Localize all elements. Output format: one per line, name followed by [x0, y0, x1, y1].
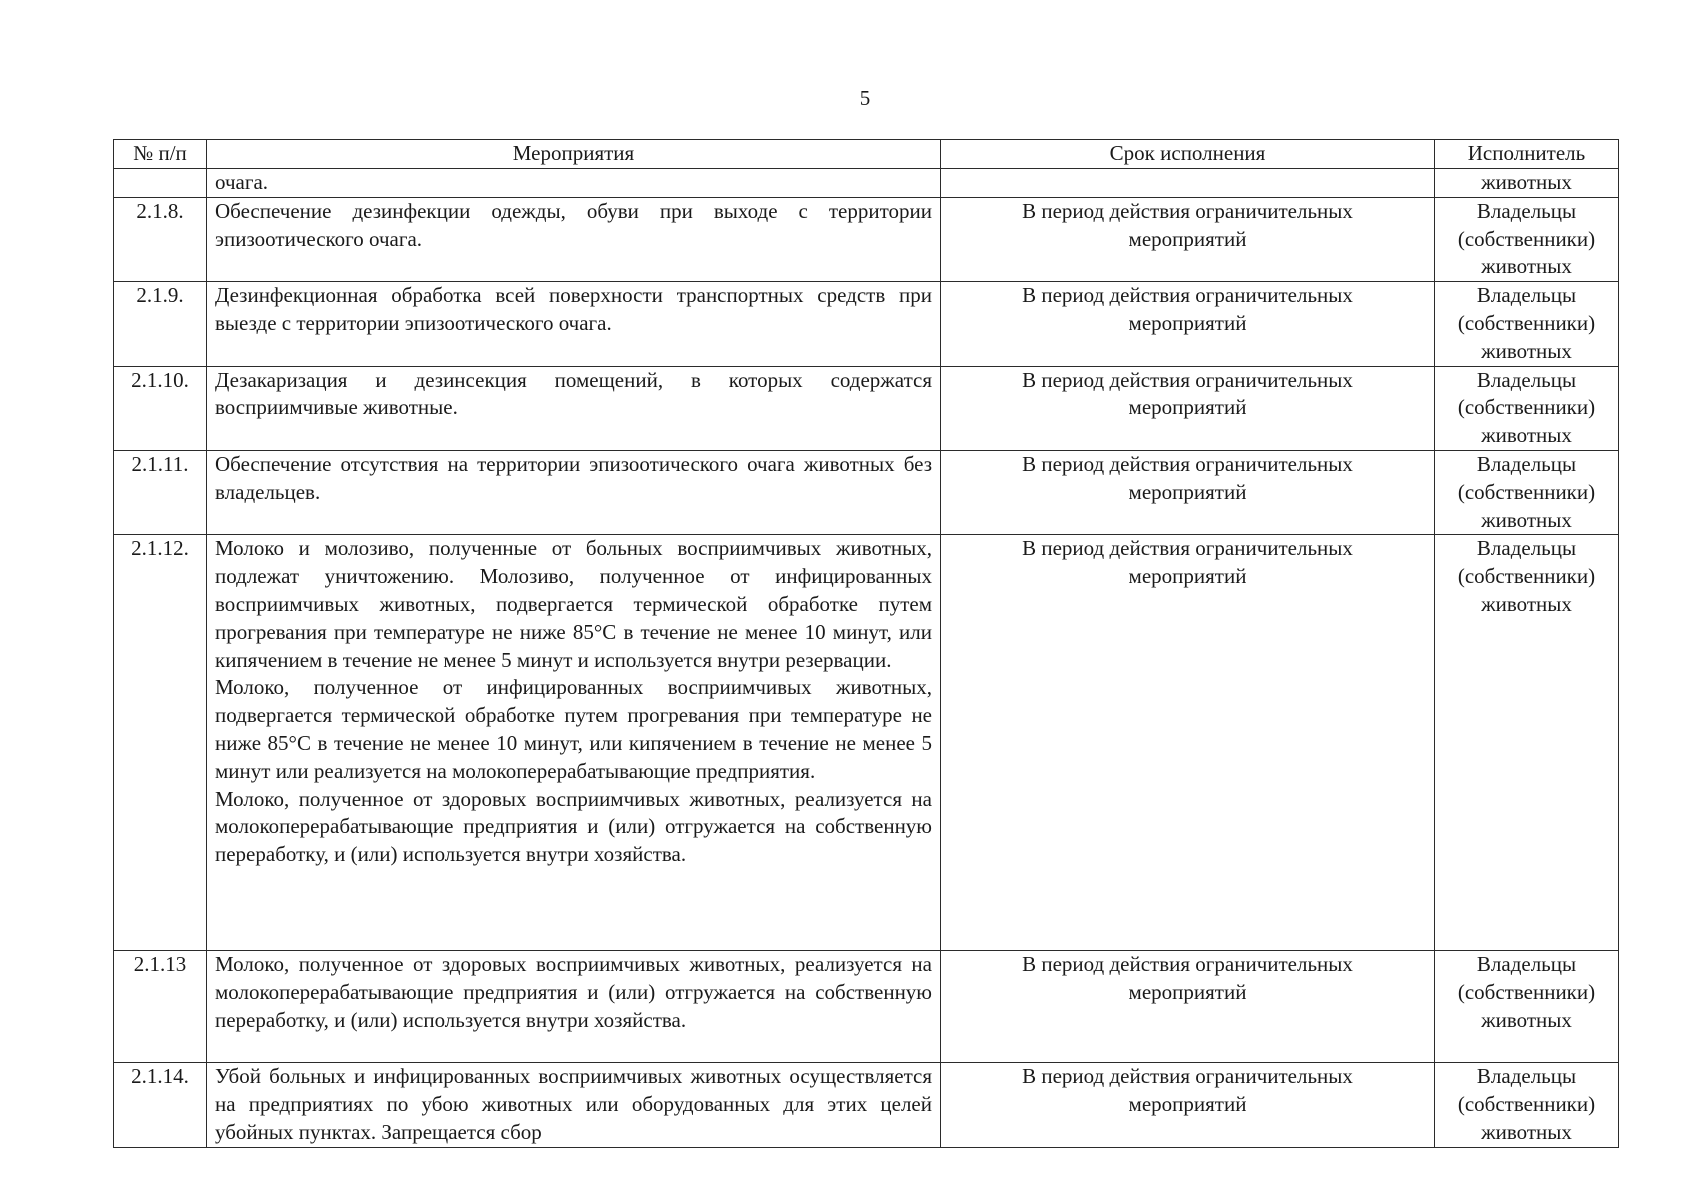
cell-num: 2.1.9. — [114, 282, 207, 366]
cell-num: 2.1.14. — [114, 1063, 207, 1147]
cell-executor — [1435, 282, 1619, 366]
activity-paragraph: Молоко, полученное от здоровых восприимчивых животных, реализуется на молокоперерабатывающие предприятия и (или) отгружается на собственную переработку, и (или) используется внутри хозяйства. — [215, 952, 932, 1032]
term-line: мероприятий — [1128, 980, 1247, 1005]
executor-line: Владельцы — [1476, 1064, 1577, 1089]
cell-term — [941, 535, 1435, 951]
term-line: мероприятий — [1128, 564, 1247, 589]
header-executor: Исполнитель — [1435, 140, 1619, 169]
cell-executor — [1435, 951, 1619, 1063]
cell-activity — [207, 366, 941, 450]
cell-activity: очага. — [207, 169, 941, 198]
cell-activity — [207, 535, 941, 951]
table-row — [114, 951, 1619, 1063]
table-row-continuation — [114, 169, 1619, 198]
cell-activity — [207, 282, 941, 366]
term-line: мероприятий — [1128, 395, 1247, 420]
activity-paragraph: Убой больных и инфицированных восприимчивых животных осуществляется на предприятиях по убою животных или оборудованных для этих целей убойных пунктах. Запрещается сбор — [215, 1064, 932, 1144]
cell-activity — [207, 1063, 941, 1147]
executor-line: животных — [1481, 591, 1572, 616]
cell-executor — [1435, 450, 1619, 534]
cell-executor — [1435, 1063, 1619, 1147]
term-line: В период действия ограничительных — [1022, 367, 1353, 392]
term-line: мероприятий — [1128, 1092, 1247, 1117]
table-row — [114, 1063, 1619, 1147]
term-line: В период действия ограничительных — [1022, 283, 1353, 308]
activity-paragraph: Молоко, полученное от инфицированных восприимчивых животных, подвергается термической обработке путем прогревания при температуре не ниже 85°С в течение не менее 10 минут, или кипячением в течение не менее 5 минут или реализуется на молокоперерабатывающие предприятия. — [215, 675, 932, 783]
cell-term — [941, 282, 1435, 366]
cell-num: 2.1.11. — [114, 450, 207, 534]
cell-term — [941, 951, 1435, 1063]
table-header-row — [114, 140, 1619, 169]
executor-line: животных — [1481, 338, 1572, 363]
activity-paragraph: Обеспечение отсутствия на территории эпизоотического очага животных без владельцев. — [215, 451, 932, 504]
cell-activity — [207, 197, 941, 281]
executor-line: (собственники) — [1457, 564, 1596, 589]
term-line: мероприятий — [1128, 479, 1247, 504]
activity-paragraph: Дезинфекционная обработка всей поверхности транспортных средств при выезде с территории эпизоотического очага. — [215, 283, 932, 335]
cell-num: 2.1.12. — [114, 535, 207, 951]
table-row — [114, 282, 1619, 366]
term-line: В период действия ограничительных — [1022, 451, 1353, 476]
cell-num: 2.1.13 — [114, 951, 207, 1063]
executor-line: (собственники) — [1457, 310, 1596, 335]
activity-paragraph: Молоко, полученное от здоровых восприимчивых животных, реализуется на молокоперерабатывающие предприятия и (или) отгружается на собственную переработку, и (или) используется внутри хозяйства. — [215, 786, 932, 867]
executor-line: животных — [1481, 1119, 1572, 1144]
term-line: мероприятий — [1128, 310, 1247, 335]
cell-activity — [207, 951, 941, 1063]
executor-line: (собственники) — [1457, 479, 1596, 504]
term-line: мероприятий — [1128, 226, 1247, 251]
cell-executor: животных — [1435, 169, 1619, 198]
cell-executor — [1435, 535, 1619, 951]
executor-line: животных — [1481, 423, 1572, 448]
table-row — [114, 366, 1619, 450]
executor-line: животных — [1481, 254, 1572, 279]
executor-line: (собственники) — [1457, 226, 1596, 251]
cell-num: 2.1.8. — [114, 197, 207, 281]
cell-executor — [1435, 366, 1619, 450]
cell-term — [941, 1063, 1435, 1147]
executor-line: (собственники) — [1457, 1092, 1596, 1117]
activity-paragraph: Обеспечение дезинфекции одежды, обуви при выходе с территории эпизоотического очага. — [215, 198, 932, 251]
executor-line: животных — [1481, 507, 1572, 532]
measures-table — [113, 139, 1619, 1148]
executor-line: Владельцы — [1476, 952, 1577, 977]
activity-paragraph: Дезакаризация и дезинсекция помещений, в которых содержатся восприимчивые животные. — [215, 367, 932, 420]
executor-line: Владельцы — [1476, 367, 1577, 392]
executor-line: (собственники) — [1457, 980, 1596, 1005]
cell-term — [941, 450, 1435, 534]
header-num: № п/п — [114, 140, 207, 169]
cell-num: 2.1.10. — [114, 366, 207, 450]
term-line: В период действия ограничительных — [1022, 536, 1353, 561]
executor-line: животных — [1481, 1007, 1572, 1032]
executor-line: Владельцы — [1476, 283, 1577, 308]
cell-executor — [1435, 197, 1619, 281]
executor-line: Владельцы — [1476, 536, 1577, 561]
table-row — [114, 197, 1619, 281]
cell-term — [941, 169, 1435, 198]
cell-activity — [207, 450, 941, 534]
cell-term — [941, 366, 1435, 450]
header-term: Срок исполнения — [941, 140, 1435, 169]
page-number: 5 — [859, 86, 871, 110]
executor-line: Владельцы — [1476, 451, 1577, 476]
cell-num — [114, 169, 207, 198]
activity-paragraph: Молоко и молозиво, полученные от больных восприимчивых животных, подлежат уничтожению. Молозиво, полученное от инфицированных восприимчивых животных, подвергается термической обработке путем прогревания при температуре не ниже 85°С в течение не менее 10 минут, или кипячением в течение не менее 5 минут и используется внутри резервации. — [215, 536, 932, 672]
executor-line: (собственники) — [1457, 395, 1596, 420]
table-row — [114, 450, 1619, 534]
executor-line: Владельцы — [1476, 198, 1577, 223]
header-activity: Мероприятия — [207, 140, 941, 169]
term-line: В период действия ограничительных — [1022, 952, 1353, 977]
term-line: В период действия ограничительных — [1022, 198, 1353, 223]
table-row — [114, 535, 1619, 951]
term-line: В период действия ограничительных — [1022, 1064, 1353, 1089]
cell-term — [941, 197, 1435, 281]
